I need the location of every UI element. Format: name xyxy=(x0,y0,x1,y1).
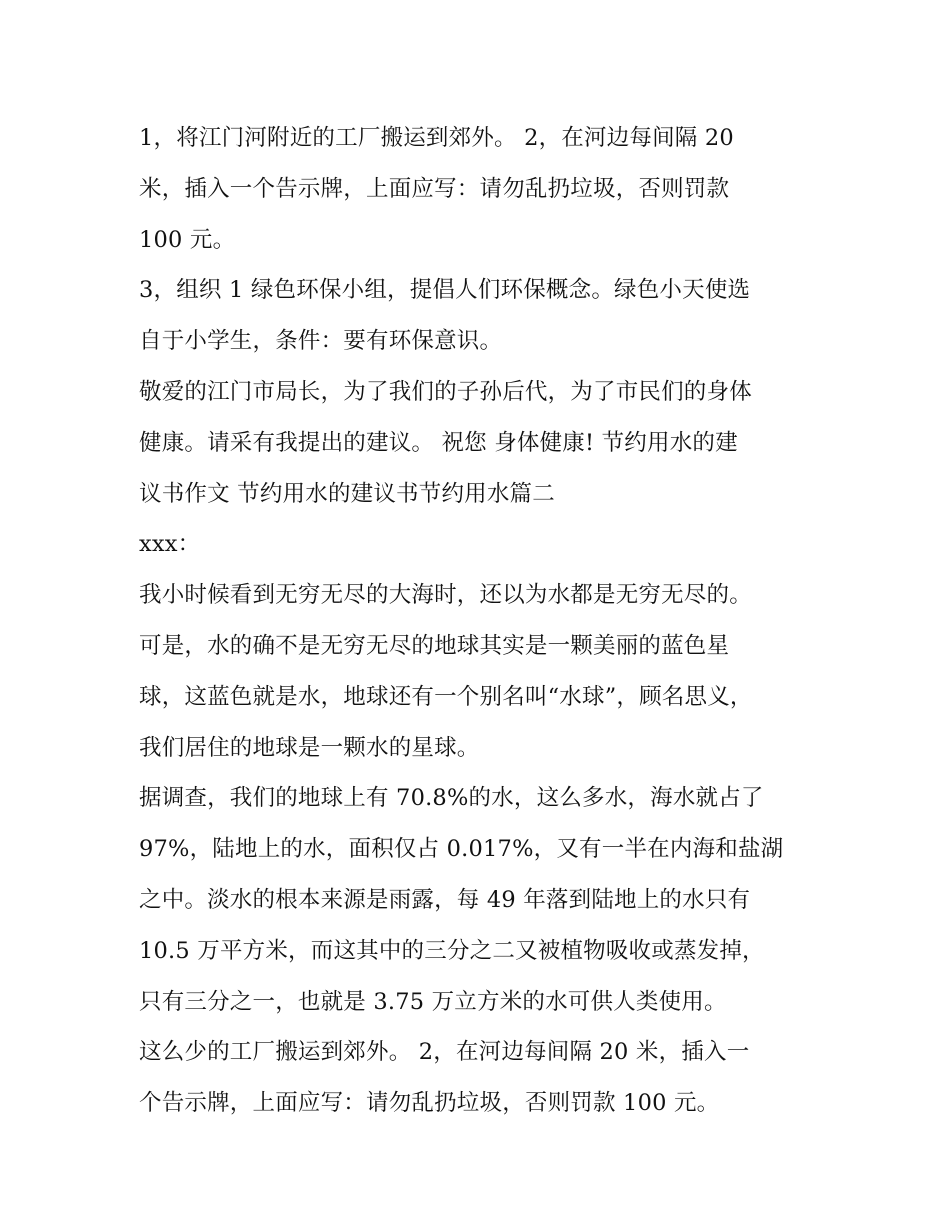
text-line: 我小时候看到无穷无尽的大海时，还以为水都是无穷无尽的。 xyxy=(139,582,752,609)
text-line: 97%，陆地上的水，面积仅占 0.017%，又有一半在内海和盐湖 xyxy=(139,836,784,863)
text-line: 3，组织 1 绿色环保小组，提倡人们环保概念。绿色小天使选 xyxy=(139,277,751,304)
text-line: 这么少的工厂搬运到郊外。 2，在河边每间隔 20 米，插入一 xyxy=(139,1039,750,1066)
text-line: 敬爱的江门市局长，为了我们的子孙后代，为了市民们的身体 xyxy=(139,378,752,405)
text-line: 10.5 万平方米，而这其中的三分之二又被植物吸收或蒸发掉， xyxy=(139,937,765,964)
text-line: 健康。请采有我提出的建议。 祝您 身体健康! 节约用水的建 xyxy=(139,429,738,456)
text-line: 可是，水的确不是无穷无尽的地球其实是一颗美丽的蓝色星 xyxy=(139,632,730,659)
text-line: 议书作文 节约用水的建议书节约用水篇二 xyxy=(139,480,555,507)
text-line: 米，插入一个告示牌，上面应写：请勿乱扔垃圾，否则罚款 xyxy=(139,175,730,202)
text-line: 之中。淡水的根本来源是雨露，每 49 年落到陆地上的水只有 xyxy=(139,886,751,913)
text-line: 只有三分之一，也就是 3.75 万立方米的水可供人类使用。 xyxy=(139,988,727,1015)
text-line: 据调查，我们的地球上有 70.8%的水，这么多水，海水就占了 xyxy=(139,785,764,812)
text-line: 球，这蓝色就是水，地球还有一个别名叫“水球”，顾名思义， xyxy=(139,683,753,710)
text-line: 自于小学生，条件：要有环保意识。 xyxy=(139,328,503,355)
text-line: 1，将江门河附近的工厂搬运到郊外。 2，在河边每间隔 20 xyxy=(139,125,734,151)
text-line: 个告示牌，上面应写：请勿乱扔垃圾，否则罚款 100 元。 xyxy=(139,1090,720,1117)
document-body xyxy=(139,113,819,1129)
salutation-line: xxx： xyxy=(139,531,201,558)
text-line: 我们居住的地球是一颗水的星球。 xyxy=(139,734,480,761)
text-line: 100 元。 xyxy=(139,226,236,253)
